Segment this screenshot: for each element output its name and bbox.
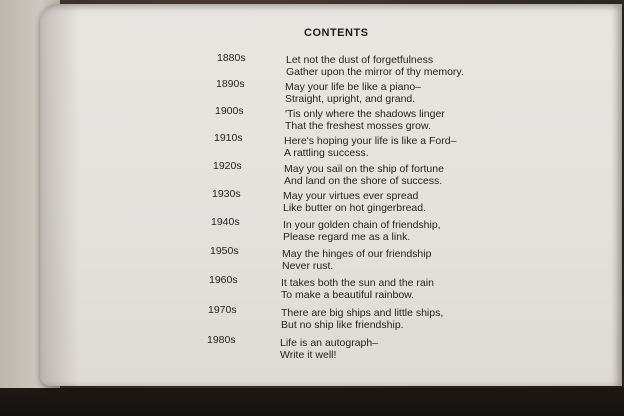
verse — [285, 108, 525, 132]
verse-line-1: In your golden chain of friendship, — [283, 219, 441, 231]
decade-label: 1900s — [215, 105, 244, 117]
decade-label: 1920s — [213, 160, 242, 172]
decade-label: 1940s — [211, 216, 240, 228]
decade-label: 1930s — [212, 188, 241, 200]
verse-line-2: Never rust. — [282, 260, 334, 272]
verse — [281, 277, 521, 301]
decade-label: 1890s — [216, 78, 245, 90]
verse-line-2: Write it well! — [280, 349, 337, 361]
table-surface — [0, 388, 624, 416]
verse-line-1: May your life be like a piano– — [285, 81, 421, 93]
verse — [283, 219, 523, 243]
verse-line-2: Please regard me as a link. — [283, 231, 411, 243]
verse-line-1: It takes both the sun and the rain — [281, 277, 434, 289]
verse-line-1: Let not the dust of forgetfulness — [286, 54, 434, 66]
verse-line-2: To make a beautiful rainbow. — [281, 289, 415, 301]
verse — [284, 163, 524, 187]
verse — [282, 248, 522, 272]
verse — [285, 81, 525, 105]
verse-line-2: Straight, upright, and grand. — [285, 93, 416, 105]
verse-line-2: A rattling success. — [284, 147, 369, 159]
verse — [284, 135, 524, 159]
verse-line-2: That the freshest mosses grow. — [285, 120, 431, 132]
verse-line-1: Here's hoping your life is like a Ford– — [284, 135, 457, 147]
verse-line-1: Life is an autograph– — [280, 337, 379, 349]
decade-label: 1980s — [207, 334, 236, 346]
verse-line-1: 'Tis only where the shadows linger — [285, 108, 445, 120]
verse — [280, 337, 520, 361]
page-title: CONTENTS — [304, 27, 369, 39]
decade-label: 1910s — [214, 132, 243, 144]
verse-line-2: Gather upon the mirror of thy memory. — [286, 66, 464, 78]
verse — [286, 54, 526, 78]
verse-line-1: May you sail on the ship of fortune — [284, 163, 444, 175]
decade-label: 1960s — [209, 274, 238, 286]
verse-line-2: Like butter on hot gingerbread. — [283, 202, 427, 214]
verse-line-1: There are big ships and little ships, — [281, 307, 444, 319]
decade-label: 1970s — [208, 304, 237, 316]
verse-line-1: May your virtues ever spread — [283, 190, 419, 202]
verse — [283, 190, 523, 214]
verse-line-2: And land on the shore of success. — [284, 175, 443, 187]
verse-line-2: But no ship like friendship. — [281, 319, 404, 331]
decade-label: 1950s — [210, 245, 239, 257]
decade-label: 1880s — [217, 52, 246, 64]
verse — [281, 307, 521, 331]
verse-line-1: May the hinges of our friendship — [282, 248, 432, 260]
